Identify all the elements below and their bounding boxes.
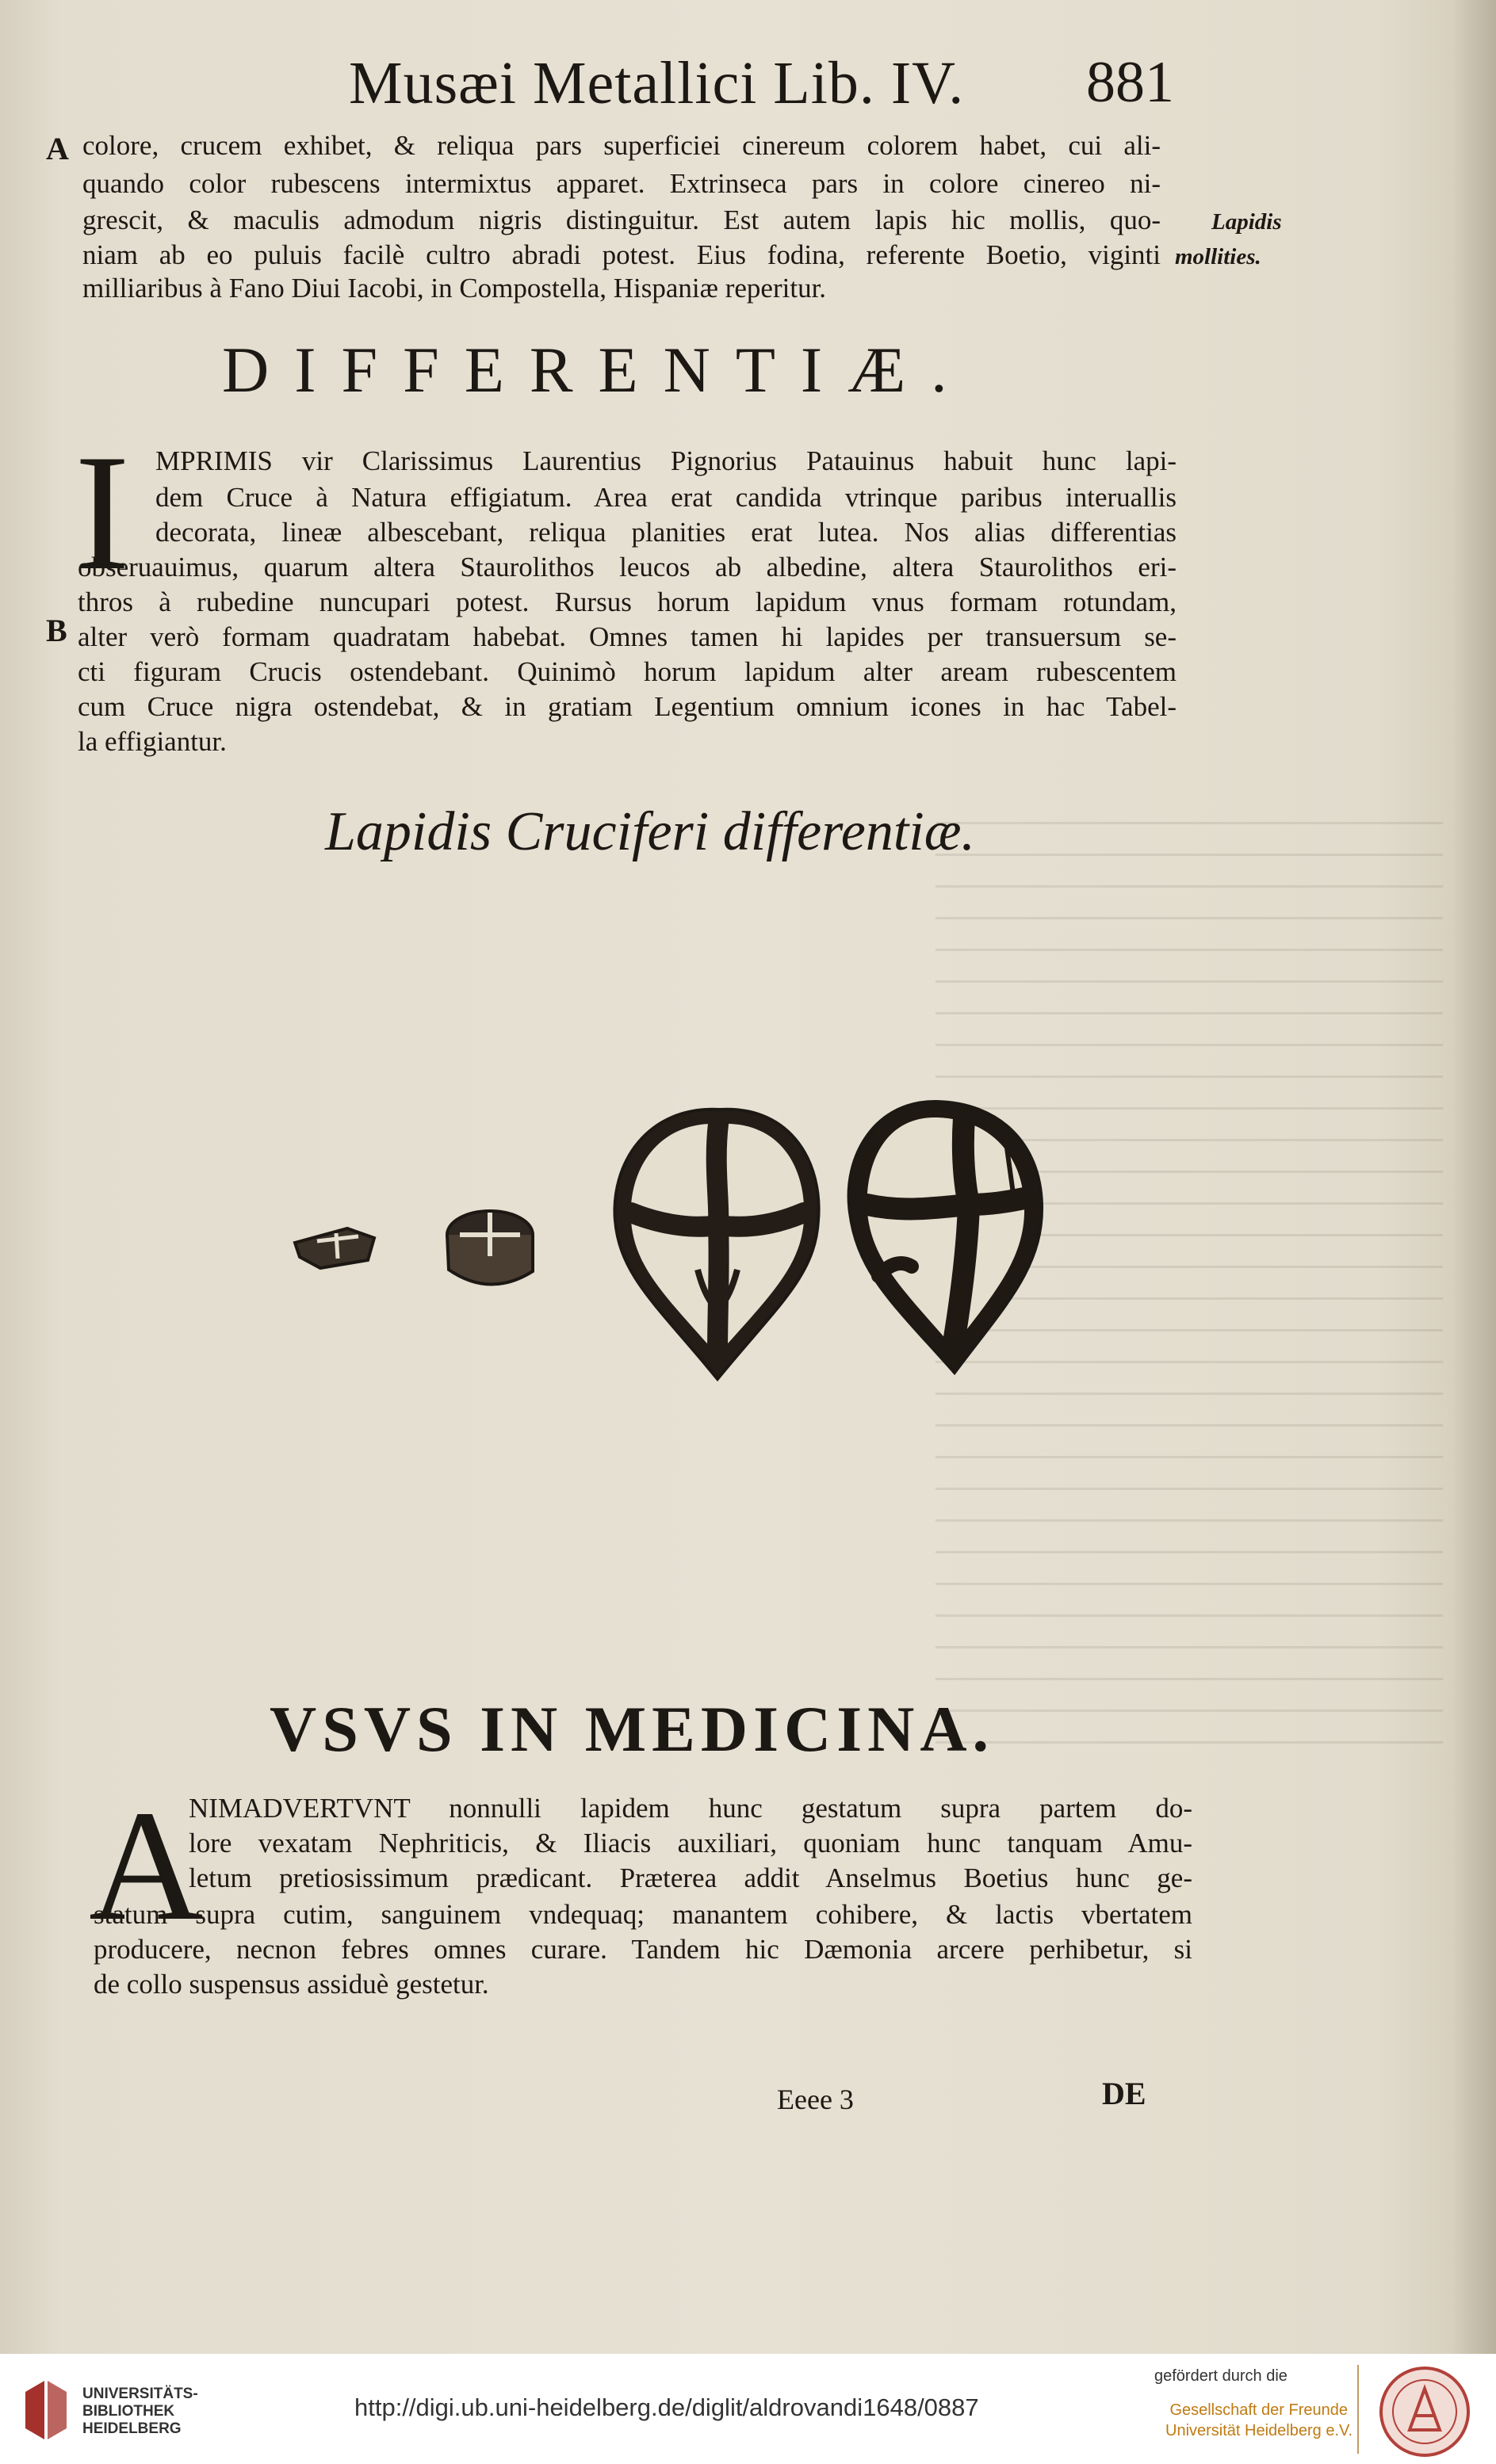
page-number: 881 — [1086, 50, 1174, 115]
margin-note-line2: mollities. — [1175, 244, 1261, 269]
library-logo-icon — [17, 2376, 73, 2446]
text-line: cti figuram Crucis ostendebant. Quinimò horum lapidum alter aream rubescentem — [78, 656, 1177, 687]
text-line: MPRIMIS vir Clarissimus Laurentius Pignorius Patauinus habuit hunc lapi- — [155, 445, 1177, 476]
running-title: Musæi Metallici Lib. IV. — [349, 50, 965, 117]
sponsor-name: Gesellschaft der Freunde Universität Heidelberg e.V. — [1165, 2401, 1353, 2439]
figure-title: Lapidis Cruciferi differentiæ. — [325, 801, 975, 862]
text-line: cum Cruce nigra ostendebat, & in gratiam Legentium omnium icones in hac Tabel- — [78, 691, 1177, 722]
footer-divider — [1357, 2365, 1359, 2454]
section-heading-differentiae: DIFFERENTIÆ. — [222, 334, 973, 406]
small-flat-stone — [295, 1228, 374, 1268]
text-line: la effigiantur. — [78, 726, 227, 757]
text-line: letum pretiosissimum prædicant. Præterea addit Anselmus Boetius hunc ge- — [189, 1862, 1192, 1893]
large-drop-stone-left — [614, 1110, 818, 1379]
margin-letter-b: B — [46, 613, 67, 648]
university-seal-icon — [1378, 2365, 1471, 2458]
page-url-link[interactable]: http://digi.ub.uni-heidelberg.de/diglit/aldrovandi1648/0887 — [354, 2393, 979, 2421]
library-name: UNIVERSITÄTS- BIBLIOTHEK HEIDELBERG — [82, 2386, 198, 2437]
dropcap-i: I — [75, 421, 130, 605]
text-line: producere, necnon febres omnes curare. Tandem hic Dæmonia arcere perhibetur, si — [94, 1934, 1192, 1965]
text-line: quando color rubescens intermixtus apparet. Extrinseca pars in colore cinereo ni- — [82, 168, 1161, 199]
margin-note-line1: Lapidis — [1211, 209, 1282, 235]
text-line: dem Cruce à Natura effigiatum. Area erat candida vtrinque paribus interuallis — [155, 482, 1177, 513]
text-line: alter verò formam quadratam habebat. Omnes tamen hi lapides per transuersum se- — [78, 621, 1177, 652]
sponsor-caption: gefördert durch die — [1154, 2367, 1287, 2385]
viewer-footer-bar — [0, 2354, 1496, 2464]
text-line: obseruauimus, quarum altera Staurolithos leucos ab albedine, altera Staurolithos eri- — [78, 552, 1177, 583]
catchword: DE — [1102, 2076, 1146, 2111]
text-line: colore, crucem exhibet, & reliqua pars superficiei cinereum colorem habet, cui ali- — [82, 130, 1161, 161]
text-line: milliaribus à Fano Diui Iacobi, in Compostella, Hispaniæ reperitur. — [82, 273, 827, 304]
text-line: decorata, lineæ albescebant, reliqua planities erat lutea. Nos alias differentias — [155, 517, 1177, 548]
section-heading-usus: VSVS IN MEDICINA. — [270, 1693, 995, 1765]
text-line: grescit, & maculis admodum nigris distinguitur. Est autem lapis hic mollis, quo- — [82, 204, 1161, 235]
text-line: NIMADVERTVNT nonnulli lapidem hunc gestatum supra partem do- — [189, 1793, 1192, 1824]
text-line: niam ab eo puluis facilè cultro abradi potest. Eius fodina, referente Boetio, viginti — [82, 239, 1161, 270]
text-line: lore vexatam Nephriticis, & Iliacis auxiliari, quoniam hunc tanquam Amu- — [189, 1828, 1192, 1859]
small-round-stone — [447, 1211, 533, 1285]
margin-letter-a: A — [46, 131, 69, 166]
text-line: thros à rubedine nuncupari potest. Rursus horum lapidum vnus formam rotundam, — [78, 586, 1177, 617]
text-line: statum supra cutim, sanguinem vndequaq; manantem cohibere, & lactis vbertatem — [94, 1899, 1192, 1930]
dropcap-a: A — [89, 1778, 204, 1954]
large-drop-stone-right — [849, 1102, 1042, 1373]
cruciform-stone-woodcuts — [285, 1094, 1062, 1395]
signature-mark: Eeee 3 — [777, 2084, 854, 2115]
text-line: de collo suspensus assiduè gestetur. — [94, 1969, 489, 2000]
